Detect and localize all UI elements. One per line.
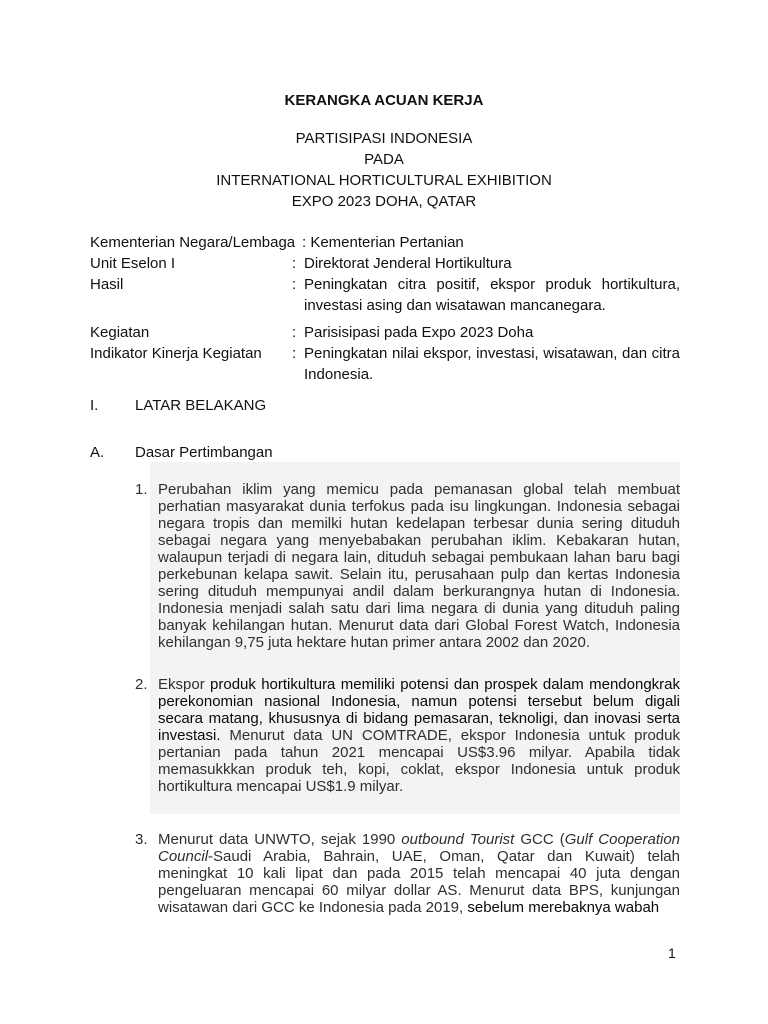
list-text-italic: outbound Tourist [401, 831, 515, 848]
meta-colon: : [292, 345, 297, 362]
document-subtitle [0, 128, 768, 212]
meta-value: Parisisipasi pada Expo 2023 Doha [304, 324, 534, 341]
list-text-emphasis: produk hortikultura memiliki potensi dan prospek dalam mendongkrak perekonomian nasional Indonesia, namun potensi tersebut belum digali secara matang, khususnya di bidang pemasaran, teknoligi, dan inovasi serta investasi. [158, 676, 680, 744]
subsection-title: Dasar Pertimbangan [135, 444, 273, 461]
list-item [135, 481, 680, 651]
document-title: KERANGKA ACUAN KERJA [284, 92, 484, 109]
subtitle-line: INTERNATIONAL HORTICULTURAL EXHIBITION [216, 172, 552, 189]
list-text: Perubahan iklim yang memicu pada pemanasan global telah membuat perhatian masyarakat dunia terfokus pada isu lingkungan. Indonesia sebagai negara tropis dan memilki hutan kedelapan terbesar dunia sering dituduh sebagai negara yang menyebabakan perubahan iklim. Kebakaran hutan, walaupun terjadi di negara lain, dituduh sebagai pembukaan lahan baru bagi perkebunan kelapa sawit. Selain itu, perusahaan pulp dan kertas Indonesia sering dituduh mempunyai andil dalam berkurangnya hutan di Indonesia. Indonesia menjadi salah satu dari lima negara di dunia yang dituduh paling banyak kehilangan hutan. Menurut data dari Global Forest Watch, Indonesia kehilangan 9,75 juta hektare hutan primer antara 2002 dan 2020. [158, 481, 680, 651]
meta-row-kegiatan [90, 322, 680, 343]
meta-value: Peningkatan citra positif, ekspor produk hortikultura, investasi asing dan wisatawan mancanegara. [304, 276, 680, 314]
section-title: LATAR BELAKANG [135, 397, 267, 414]
subsection-number: A. [90, 444, 105, 461]
meta-label: Unit Eselon I [90, 255, 176, 272]
meta-label: Hasil [90, 276, 124, 293]
list-text-lead: Ekspor [158, 676, 211, 693]
list-text [158, 676, 680, 795]
meta-colon: : [292, 255, 297, 272]
list-item [135, 831, 680, 916]
list-number: 2. [135, 676, 148, 693]
list-number: 3. [135, 831, 148, 848]
subtitle-line: PADA [364, 151, 404, 168]
meta-row-unit [90, 253, 680, 274]
list-text-part: GCC ( [514, 831, 565, 848]
list-text-part: -Saudi Arabia, Bahrain, UAE, Oman, Qatar dan Kuwait) telah meningkat 10 kali lipat dan pada 2015 telah mencapai 40 juta dengan pengeluaran mencapai 60 milyar dollar AS. Menurut data BPS, kunjungan wisatawan dari GCC ke Indonesia pada 2019, [158, 848, 680, 916]
section-number: I. [90, 397, 99, 414]
list-number: 1. [135, 481, 148, 498]
list-text-italic: Gulf Cooperation Council [158, 831, 681, 865]
meta-label: Kementerian Negara/Lembaga [90, 234, 296, 251]
meta-colon: : [292, 276, 297, 293]
subtitle-line: EXPO 2023 DOHA, QATAR [291, 193, 477, 210]
list-text-emphasis: sebelum merebaknya wabah [467, 899, 660, 916]
meta-row-indikator [90, 343, 680, 385]
list-text [158, 831, 680, 916]
meta-value: : Kementerian Pertanian [302, 234, 464, 251]
metadata-table [90, 232, 680, 385]
meta-row-hasil [90, 274, 680, 316]
meta-colon: : [292, 324, 297, 341]
list-text-rest: Menurut data UN COMTRADE, ekspor Indonesia untuk produk pertanian pada tahun 2021 mencapai US$3.96 milyar. Apabila tidak memasukkkan produk teh, kopi, coklat, ekspor Indonesia untuk produk hortikultura mencapai US$1.9 milyar. [158, 727, 680, 795]
meta-row-kementerian [90, 232, 680, 253]
list-text-part: Menurut data UNWTO, sejak 1990 [158, 831, 402, 848]
meta-label: Indikator Kinerja Kegiatan [90, 345, 262, 362]
list-item [135, 676, 680, 795]
page-number: 1 [668, 945, 676, 961]
subtitle-line: PARTISIPASI INDONESIA [295, 130, 473, 147]
meta-value: Peningkatan nilai ekspor, investasi, wisatawan, dan citra Indonesia. [304, 345, 680, 383]
meta-label: Kegiatan [90, 324, 150, 341]
meta-value: Direktorat Jenderal Hortikultura [304, 255, 512, 272]
